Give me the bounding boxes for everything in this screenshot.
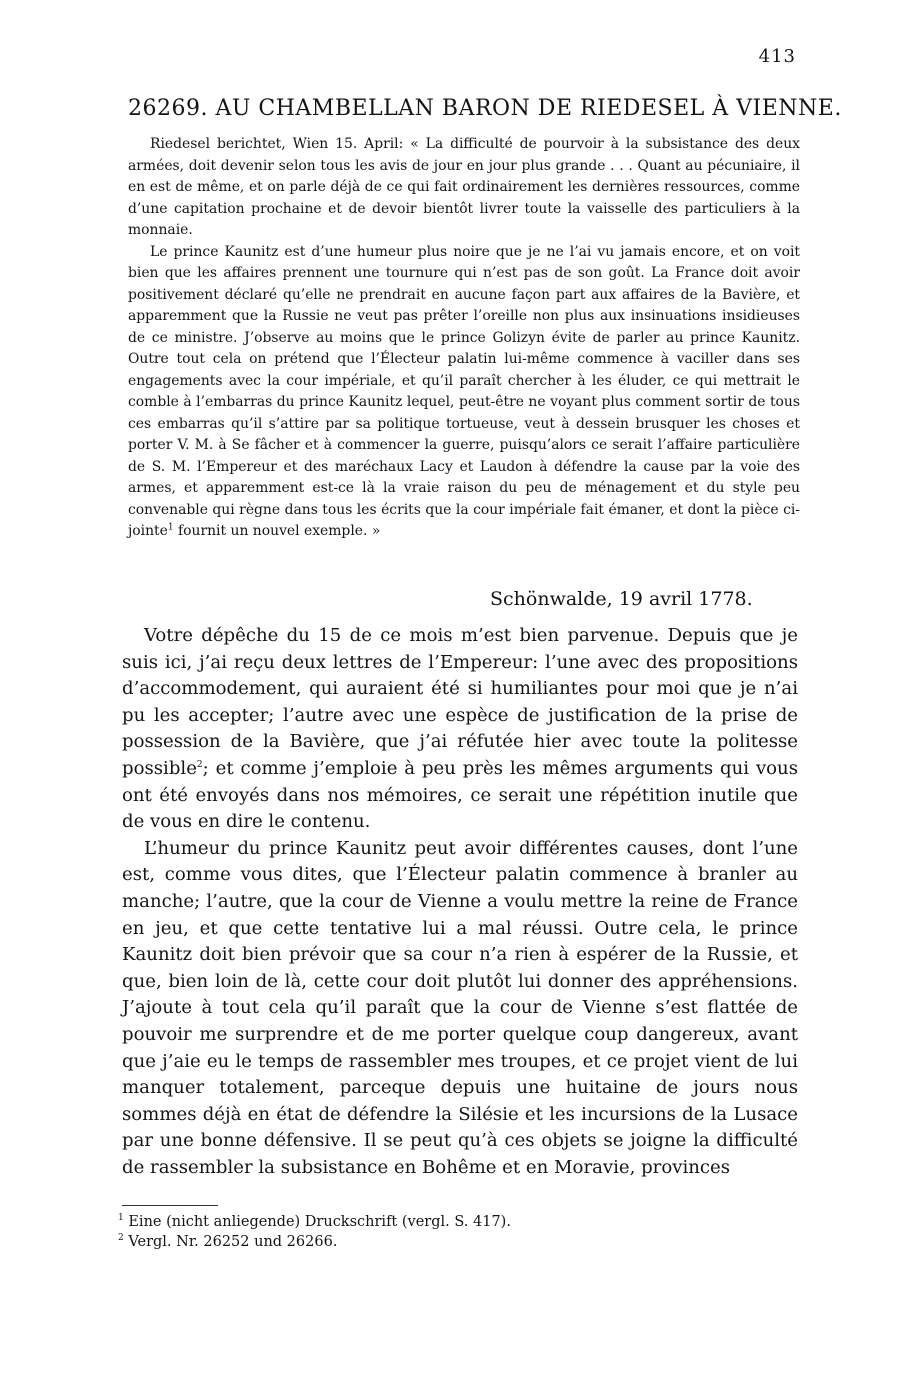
letter-text: ; et comme j’emploie à peu près les mêmes arguments qui vous ont été envoyés dans nos mémoires, ce serait une répétition inutile que de vous en dire le contenu.: [122, 757, 798, 833]
summary-paragraph: [128, 242, 800, 543]
footnote-divider: [122, 1205, 218, 1206]
footnote-reference: 1: [167, 522, 174, 533]
footnote-text: Eine (nicht anliegende) Druckschrift (vergl. S. 417).: [128, 1214, 511, 1230]
footnote: [118, 1232, 718, 1252]
summary-text: Le prince Kaunitz est d’une humeur plus noire que je ne l’ai vu jamais encore, et on voit bien que les affaires prennent une tournure qui n’est pas de son goût. La France doit avoir positivement déclaré qu’elle ne prendrait en aucune façon part aux affaires de la Bavière, et apparemment que la Russie ne veut pas prêter l’oreille non plus aux insinuations insidieuses de ce ministre. J’observe au moins que le prince Golizyn évite de parler au prince Kaunitz. Outre tout cela on prétend que l’Électeur palatin lui-même commence à vaciller dans ses engagements avec la cour impériale, et qu’il paraît chercher à les éluder, ce qui mettrait le comble à l’embarras du prince Kaunitz lequel, peut-être ne voyant plus comment sortir de tous ces embarras qu’il s’attire par sa politique tortueuse, veut à dessein brusquer les choses et porter V. M. à Se fâcher et à commencer la guerre, puisqu’alors ce serait l’affaire particulière de S. M. l’Empereur et des maréchaux Lacy et Laudon à défendre la cause par la voie des armes, et apparemment est-ce là la vraie raison du peu de ménagement et du style peu convenable qui règne dans tous les écrits que la cour impériale fait émaner, et dont la pièce ci-jointe: [128, 243, 800, 539]
letter-heading: 26269. AU CHAMBELLAN BARON DE RIEDESEL À VIENNE.: [128, 96, 842, 121]
footnote: [118, 1212, 718, 1232]
letter-text: Votre dépêche du 15 de ce mois m’est bien parvenue. Depuis que je suis ici, j’ai reçu deux lettres de l’Empereur: l’une avec des propositions d’accommodement, qui auraient été si humiliantes pour moi que je n’ai pu les accepter; l’autre avec une espèce de justification de la prise de possession de la Bavière, que j’ai réfutée hier avec toute la politesse possible: [122, 625, 798, 779]
report-summary: [128, 134, 800, 543]
footnote-text: Vergl. Nr. 26252 und 26266.: [128, 1234, 338, 1250]
footnotes: [118, 1212, 718, 1252]
page-number: 413: [758, 46, 796, 67]
summary-paragraph: Riedesel berichtet, Wien 15. April: « La difficulté de pourvoir à la subsistance des deux armées, doit devenir selon tous les avis de jour en jour plus grande . . . Quant au pécuniaire, il en est de même, et on parle déjà de ce qui fait ordinairement les dernières ressources, comme d’une capitation prochaine et de devoir bientôt livrer toute la vaisselle des particuliers à la monnaie.: [128, 136, 800, 238]
footnote-mark: 2: [118, 1233, 124, 1244]
summary-text: fournit un nouvel exemple. »: [173, 523, 381, 539]
letter-paragraph: [122, 623, 798, 836]
footnote-mark: 1: [118, 1213, 124, 1224]
letter-body: [122, 623, 798, 1181]
footnote-reference: 2: [196, 759, 203, 770]
dateline: Schönwalde, 19 avril 1778.: [490, 588, 753, 610]
letter-paragraph: L’humeur du prince Kaunitz peut avoir différentes causes, dont l’une est, comme vous dites, que l’Électeur palatin commence à branler au manche; l’autre, que la cour de Vienne a voulu mettre la reine de France en jeu, et que cette tentative lui a mal réussi. Outre cela, le prince Kaunitz doit bien prévoir que sa cour n’a rien à espérer de la Russie, et que, bien loin de là, cette cour doit plutôt lui donner des appréhensions. J’ajoute à tout cela qu’il paraît que la cour de Vienne s’est flattée de pouvoir me surprendre et de me porter quelque coup dangereux, avant que j’aie eu le temps de rassembler mes troupes, et ce projet vient de lui manquer totalement, parceque depuis une huitaine de jours nous sommes déjà en état de défendre la Silésie et les incursions de la Lusace par une bonne défensive. Il se peut qu’à ces objets se joigne la difficulté de rassembler la subsistance en Bohême et en Moravie, provinces: [122, 837, 798, 1178]
